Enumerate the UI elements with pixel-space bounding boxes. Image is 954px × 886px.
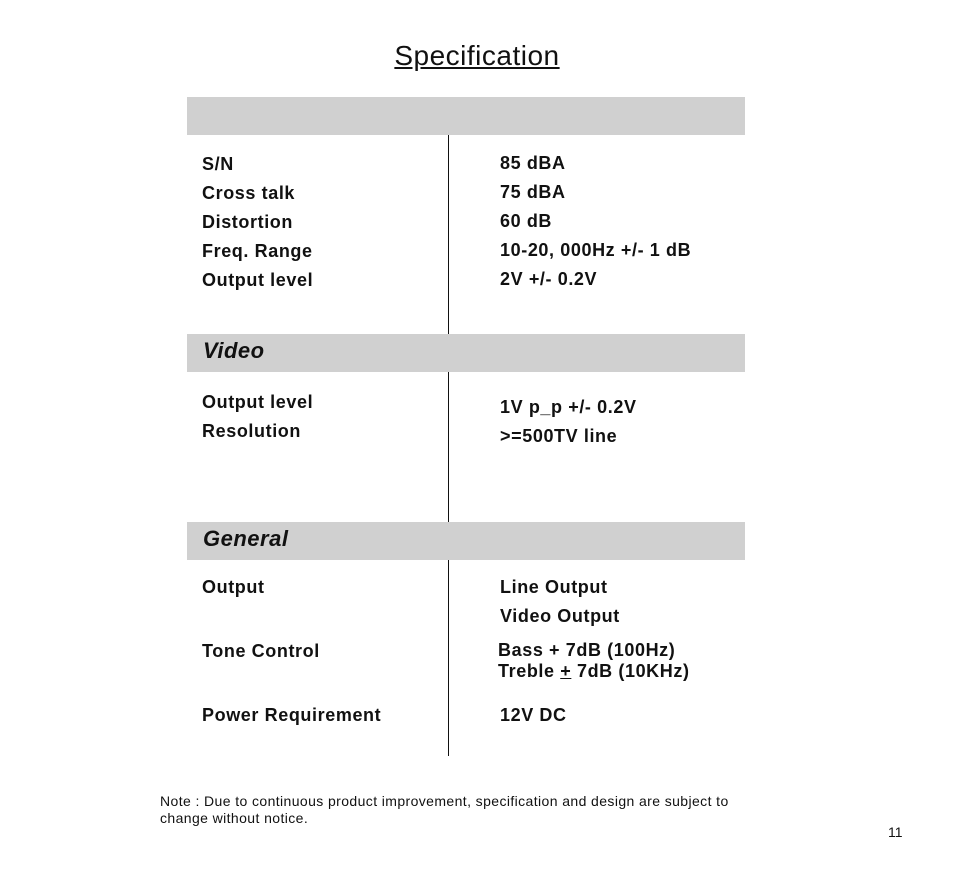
general-section-header: [187, 522, 745, 560]
spec-label-tone-control: Tone Control: [202, 641, 320, 661]
spec-label-audio-output-level: Output level: [202, 270, 314, 290]
spec-value-power-requirement: 12V DC: [500, 705, 567, 725]
spec-value-sn: 85 dBA: [500, 153, 566, 173]
footnote-line-2: change without notice.: [160, 810, 309, 826]
spec-value-video-output: Video Output: [500, 606, 620, 626]
spec-value-resolution: >=500TV line: [500, 426, 618, 446]
spec-value-video-output-level: 1V p_p +/- 0.2V: [500, 397, 637, 417]
page-number: 11: [888, 824, 903, 840]
spec-value-tone-treble: [498, 661, 690, 682]
spec-label-power-requirement: Power Requirement: [202, 705, 382, 725]
footnote-line-1: Note : Due to continuous product improvement, specification and design are subject to: [160, 793, 729, 809]
footnote: [160, 793, 820, 827]
spec-value-audio-output-level: 2V +/- 0.2V: [500, 269, 598, 289]
tone-treble-suffix: 7dB (10KHz): [571, 661, 690, 681]
spec-value-tone-bass: Bass + 7dB (100Hz): [498, 640, 676, 660]
tone-treble-plus-minus-sign: +: [560, 661, 572, 681]
spec-label-sn: S/N: [202, 154, 234, 174]
spec-value-freq-range: 10-20, 000Hz +/- 1 dB: [500, 240, 692, 260]
spec-label-resolution: Resolution: [202, 421, 301, 441]
audio-section-header: [187, 97, 745, 135]
spec-value-line-output: Line Output: [500, 577, 608, 597]
spec-label-cross-talk: Cross talk: [202, 183, 296, 203]
tone-treble-prefix: Treble: [498, 661, 561, 681]
video-section-title: Video: [203, 338, 265, 363]
video-section-header: [187, 334, 745, 372]
spec-label-freq-range: Freq. Range: [202, 241, 313, 261]
spec-label-output: Output: [202, 577, 265, 597]
column-divider: [448, 135, 449, 756]
spec-value-distortion: 60 dB: [500, 211, 553, 231]
general-section-title: General: [203, 526, 289, 551]
spec-label-video-output-level: Output level: [202, 392, 314, 412]
spec-value-cross-talk: 75 dBA: [500, 182, 566, 202]
spec-label-distortion: Distortion: [202, 212, 293, 232]
page-title: Specification: [394, 40, 560, 71]
